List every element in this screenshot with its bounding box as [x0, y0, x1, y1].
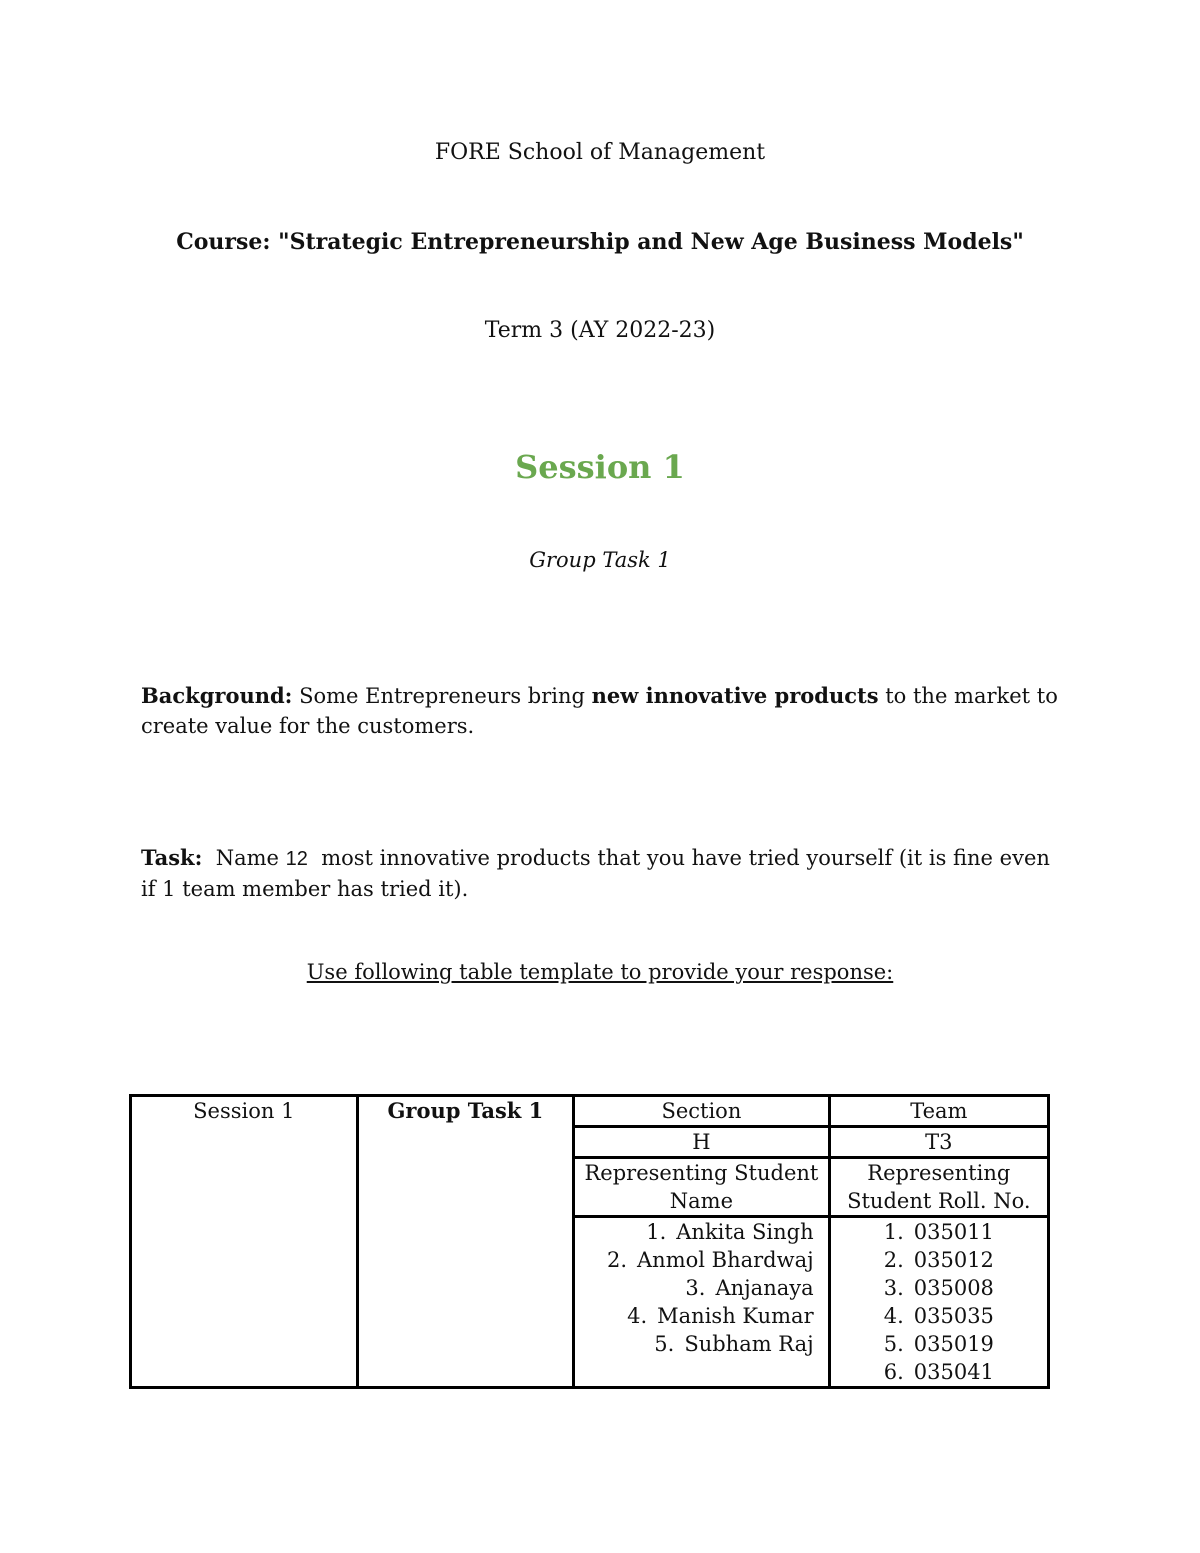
- table-instruction: Use following table template to provide your response:: [306, 960, 894, 984]
- section-header-cell: Section: [574, 1096, 829, 1127]
- roll-number-item: [835, 1218, 1043, 1246]
- task-label: Task:: [141, 845, 203, 870]
- student-name-list: [579, 1218, 823, 1358]
- list-number: 1.: [883, 1220, 904, 1244]
- roll-number-item: [835, 1274, 1043, 1302]
- student-name-item: [579, 1218, 823, 1246]
- background-text-1: Some Entrepreneurs bring: [292, 684, 592, 708]
- roll-number: 035011: [913, 1220, 994, 1244]
- task-text-2: most innovative products that you have tried yourself (it is fine even if 1 team member has tried it).: [141, 846, 1057, 901]
- group-task-cell: Group Task 1: [357, 1096, 574, 1388]
- roll-number: 035012: [913, 1248, 994, 1272]
- roll-number-item: [835, 1302, 1043, 1330]
- background-paragraph: [141, 681, 1071, 741]
- session-title: Session 1: [515, 448, 685, 486]
- course-title: Course: "Strategic Entrepreneurship and New Age Business Models": [176, 229, 1024, 255]
- list-number: 6.: [883, 1360, 904, 1384]
- student-name: Subham Raj: [684, 1332, 814, 1356]
- student-name-item: [579, 1302, 823, 1330]
- list-number: 1.: [646, 1220, 667, 1244]
- background-label: Background:: [141, 683, 293, 708]
- section-value-cell: H: [574, 1127, 829, 1158]
- roll-number-list: [835, 1218, 1043, 1386]
- list-number: 2.: [883, 1248, 904, 1272]
- student-name: Ankita Singh: [676, 1220, 814, 1244]
- roll-number-header-cell: Representing Student Roll. No.: [829, 1158, 1048, 1217]
- team-value-cell: T3: [829, 1127, 1048, 1158]
- roll-number-item: [835, 1358, 1043, 1386]
- student-name-header-cell: Representing Student Name: [574, 1158, 829, 1217]
- student-names-cell: [574, 1217, 829, 1388]
- student-name: Anjanaya: [715, 1276, 814, 1300]
- list-number: 4.: [627, 1304, 648, 1328]
- roll-number: 035019: [913, 1332, 994, 1356]
- team-header-cell: Team: [829, 1096, 1048, 1127]
- list-number: 3.: [883, 1276, 904, 1300]
- list-number: 4.: [883, 1304, 904, 1328]
- list-number: 5.: [883, 1332, 904, 1356]
- list-number: 3.: [685, 1276, 706, 1300]
- task-text-1: Name: [202, 846, 286, 870]
- roll-number: 035008: [913, 1276, 994, 1300]
- student-name: Manish Kumar: [657, 1304, 814, 1328]
- list-number: 5.: [654, 1332, 675, 1356]
- background-bold: new innovative products: [591, 683, 879, 708]
- roll-number-item: [835, 1246, 1043, 1274]
- session-cell: Session 1: [131, 1096, 358, 1388]
- roll-numbers-cell: [829, 1217, 1048, 1388]
- student-name: Anmol Bhardwaj: [637, 1248, 814, 1272]
- list-number: 2.: [606, 1248, 628, 1272]
- roll-number-item: [835, 1330, 1043, 1358]
- response-table: [129, 1094, 1050, 1389]
- background-text-2: to the market to create value for the customers.: [141, 684, 1058, 738]
- student-name-item: [579, 1274, 823, 1302]
- task-number: 12: [285, 848, 308, 870]
- term-label: Term 3 (AY 2022-23): [484, 318, 716, 343]
- roll-number: 035041: [913, 1360, 994, 1384]
- student-name-item: [579, 1246, 823, 1274]
- student-name-item: [579, 1330, 823, 1358]
- roll-number: 035035: [913, 1304, 994, 1328]
- task-paragraph: [141, 843, 1071, 904]
- group-task-label: Group Task 1: [529, 548, 671, 572]
- school-name: FORE School of Management: [434, 140, 766, 165]
